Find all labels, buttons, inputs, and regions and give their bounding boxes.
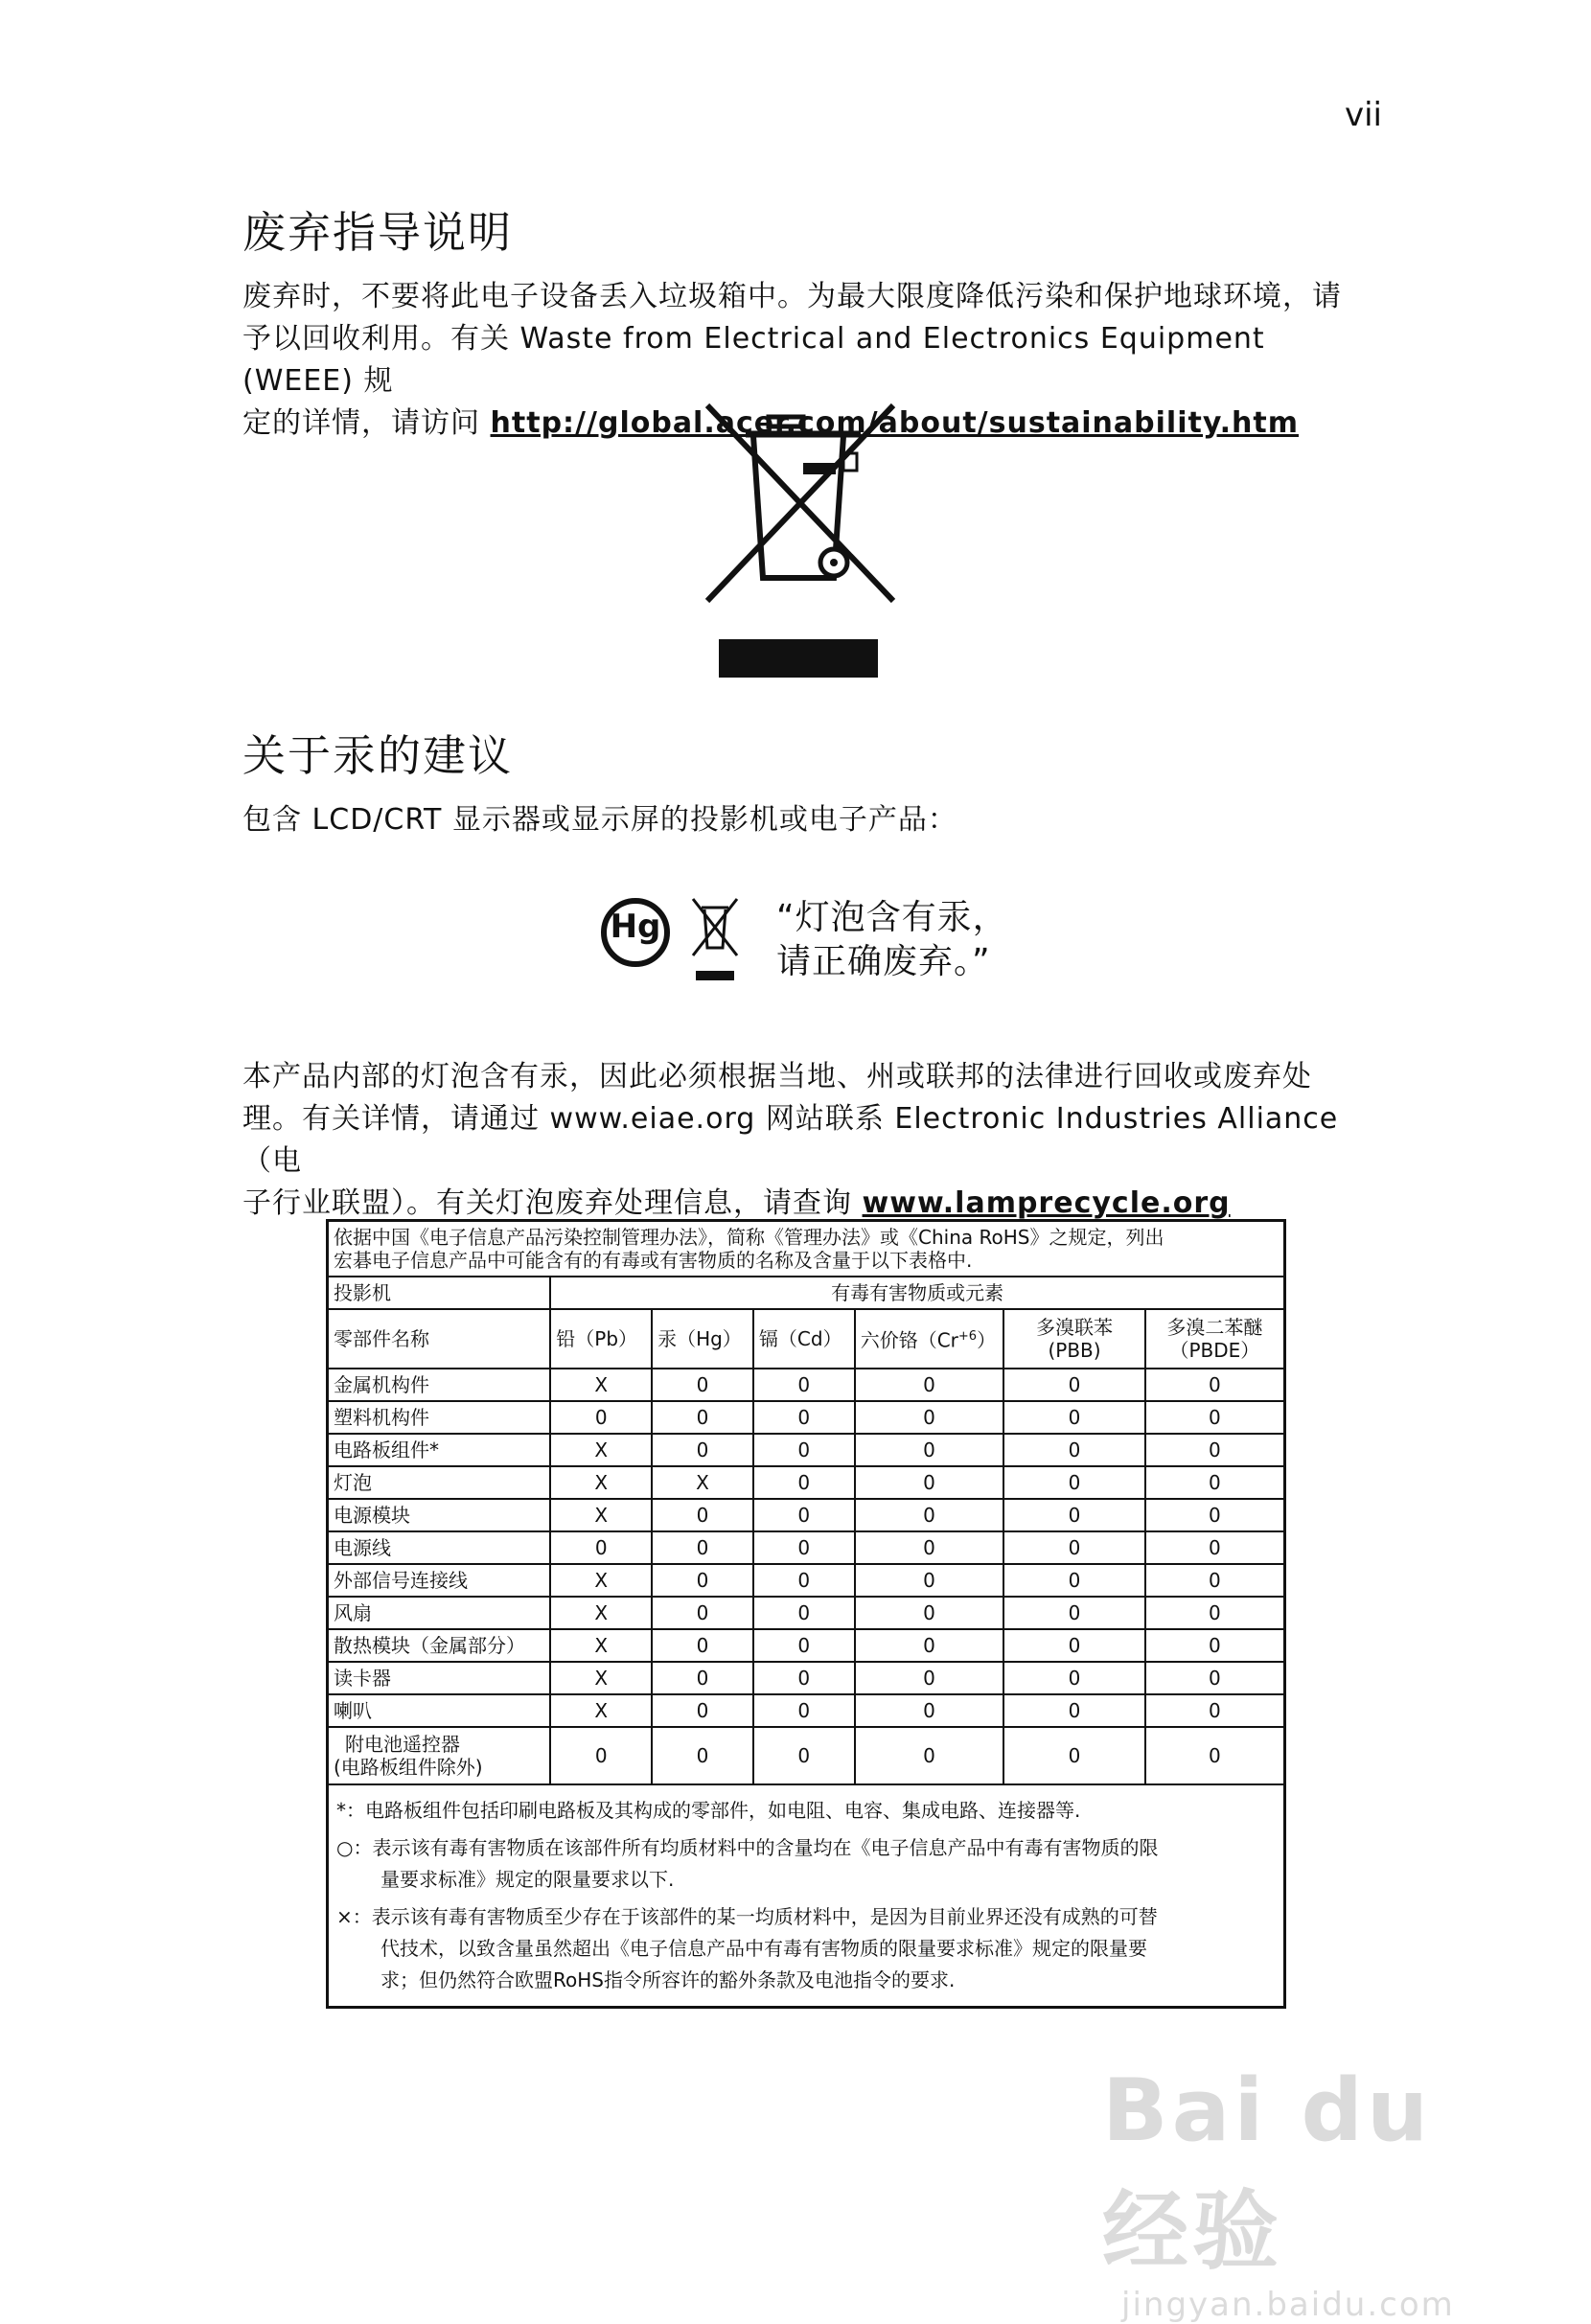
note-star: *：电路板组件包括印刷电路板及其构成的零部件，如电阻、电容、集成电路、连接器等.: [336, 1799, 1081, 1822]
table-cell: X: [550, 1694, 652, 1727]
table-row: [328, 1401, 1285, 1434]
table-cell: 0: [855, 1694, 1004, 1727]
table-cell: 0: [855, 1531, 1004, 1564]
table-row: [328, 1466, 1285, 1499]
table-cell: 0: [855, 1369, 1004, 1401]
table-cell: 0: [1145, 1597, 1285, 1629]
table-cell: 0: [1003, 1401, 1144, 1434]
mercury-line-2: 理。有关详情，请通过 www.eiae.org 网站联系 Electronic Industries Alliance （电: [242, 1102, 1339, 1178]
table-cell: 0: [753, 1434, 855, 1466]
table-cell: 0: [855, 1564, 1004, 1597]
table-row-label: 灯泡: [328, 1466, 551, 1499]
watermark-sub: jingyan.baidu.com: [1121, 2286, 1455, 2324]
table-body: [328, 1369, 1285, 1727]
table-cell: 0: [652, 1597, 753, 1629]
china-rohs-table: [326, 1219, 1286, 2009]
mercury-paragraph: [242, 1056, 1373, 1225]
table-row-label: 电源模块: [328, 1499, 551, 1531]
weee-bin-icon: [700, 398, 901, 685]
table-cell: 0: [1145, 1499, 1285, 1531]
table-header-note: [328, 1221, 1285, 1277]
table-cell: 0: [855, 1629, 1004, 1662]
table-cell: 0: [652, 1662, 753, 1694]
substances-label: 有毒有害物质或元素: [550, 1277, 1284, 1309]
table-row-label: 散热模块（金属部分）: [328, 1629, 551, 1662]
table-cell: X: [550, 1499, 652, 1531]
col-header-cr6-text: 六价铬（Cr: [860, 1328, 958, 1352]
note-x-line-2: 代技术，以致含量虽然超出《电子信息产品中有毒有害物质的限量要求标准》规定的限量要: [380, 1937, 1147, 1960]
table-cell: 0: [855, 1434, 1004, 1466]
table-row: [328, 1531, 1285, 1564]
table-cell: 0: [1003, 1662, 1144, 1694]
col-header-cr6: [855, 1309, 1004, 1369]
note-x-line-3: 求；但仍然符合欧盟RoHS指令所容许的豁外条款及电池指令的要求.: [380, 1968, 956, 1991]
table-cell: 0: [652, 1434, 753, 1466]
col-header-pbb: [1003, 1309, 1144, 1369]
table-notes: [328, 1784, 1285, 2008]
weee-section-title: 废弃指导说明: [242, 207, 514, 258]
table-cell: 0: [550, 1531, 652, 1564]
note-o: [336, 1832, 1276, 1896]
mercury-quote-line-1: “灯泡含有汞，: [776, 898, 1008, 937]
table-cell: 0: [550, 1401, 652, 1434]
table-row-label: 金属机构件: [328, 1369, 551, 1401]
table-cell: 0: [1145, 1694, 1285, 1727]
table-row-label: 电源线: [328, 1531, 551, 1564]
baidu-watermark: [1102, 2060, 1505, 2324]
table-cell: 0: [652, 1531, 753, 1564]
table-row-label: 喇叭: [328, 1694, 551, 1727]
col-header-cd: 镉（Cd）: [753, 1309, 855, 1369]
table-cell: 0: [855, 1597, 1004, 1629]
table-cell: 0: [753, 1564, 855, 1597]
table-cell: 0: [652, 1499, 753, 1531]
table-cell: 0: [855, 1401, 1004, 1434]
table-row: [328, 1629, 1285, 1662]
watermark-main: Bai du 经验: [1102, 2060, 1433, 2282]
table-row-label: 外部信号连接线: [328, 1564, 551, 1597]
note-o-line-1: ○：表示该有毒有害物质在该部件所有均质材料中的含量均在《电子信息产品中有毒有害物质的限: [336, 1836, 1159, 1859]
col-header-hg: 汞（Hg）: [652, 1309, 753, 1369]
mercury-intro: 包含 LCD/CRT 显示器或显示屏的投影机或电子产品：: [242, 803, 957, 837]
mercury-line-1: 本产品内部的灯泡含有汞，因此必须根据当地、州或联邦的法律进行回收或废弃处: [242, 1060, 1312, 1093]
hg-symbol: Hg: [610, 908, 661, 946]
table-cell: X: [550, 1466, 652, 1499]
table-cell: 0: [652, 1694, 753, 1727]
table-cell: X: [550, 1369, 652, 1401]
mercury-quote-line-2: 请正确废弃。”: [776, 942, 991, 981]
cr6-close: ）: [977, 1328, 997, 1352]
table-cell: 0: [1145, 1466, 1285, 1499]
small-weee-bin-icon: [690, 896, 740, 984]
table-header-note-line-2: 宏碁电子信息产品中可能含有的有毒或有害物质的名称及含量于以下表格中.: [334, 1249, 973, 1272]
table-cell: 0: [1003, 1434, 1144, 1466]
table-cell: 0: [753, 1369, 855, 1401]
table-cell: 0: [1003, 1531, 1144, 1564]
weee-line-1: 废弃时，不要将此电子设备丢入垃圾箱中。为最大限度降低污染和保护地球环境，请: [242, 280, 1342, 313]
table-cell: 0: [1145, 1662, 1285, 1694]
note-x: [336, 1901, 1276, 1996]
table-cell: 0: [1003, 1369, 1144, 1401]
table-cell: 0: [1145, 1369, 1285, 1401]
table-row: [328, 1499, 1285, 1531]
table-cell: 0: [1145, 1401, 1285, 1434]
table-cell: X: [652, 1466, 753, 1499]
page-number: vii: [1344, 96, 1382, 134]
table-cell: 0: [652, 1629, 753, 1662]
table-cell: 0: [1145, 1434, 1285, 1466]
table-cell: 0: [753, 1629, 855, 1662]
remote-name-line-2: (电路板组件除外): [334, 1756, 483, 1779]
col-header-pbde-name: 多溴二苯醚: [1166, 1316, 1263, 1339]
table-cell: 0: [1003, 1629, 1144, 1662]
table-cell: 0: [1003, 1466, 1144, 1499]
table-cell: 0: [1145, 1564, 1285, 1597]
table-cell: 0: [753, 1694, 855, 1727]
table-row-label: 电路板组件*: [328, 1434, 551, 1466]
table-row: [328, 1694, 1285, 1727]
table-cell: 0: [652, 1369, 753, 1401]
note-o-line-2: 量要求标准》规定的限量要求以下.: [380, 1868, 675, 1891]
table-cell: 0: [652, 1401, 753, 1434]
table-row-label: 塑料机构件: [328, 1401, 551, 1434]
table-cell: 0: [753, 1466, 855, 1499]
part-name-header: 零部件名称: [328, 1309, 551, 1369]
table-cell: 0: [753, 1499, 855, 1531]
table-cell: 0: [855, 1466, 1004, 1499]
table-cell: X: [550, 1434, 652, 1466]
table-row-label: [328, 1727, 551, 1784]
table-row: [328, 1564, 1285, 1597]
table-cell: X: [550, 1629, 652, 1662]
col-header-pb: 铅（Pb）: [550, 1309, 652, 1369]
table-cell: 0: [1003, 1727, 1144, 1784]
cr6-superscript: +6: [957, 1329, 978, 1345]
table-row: [328, 1369, 1285, 1401]
table-row: [328, 1662, 1285, 1694]
table-cell: 0: [1145, 1531, 1285, 1564]
table-header-note-line-1: 依据中国《电子信息产品污染控制管理办法》，简称《管理办法》或《China RoHS》之规定，列出: [334, 1226, 1164, 1249]
table-row: [328, 1434, 1285, 1466]
table-row-label: 读卡器: [328, 1662, 551, 1694]
table-cell: 0: [1003, 1499, 1144, 1531]
mercury-warning-quote: [776, 896, 1008, 984]
table-cell: 0: [652, 1564, 753, 1597]
table-cell: 0: [753, 1597, 855, 1629]
table-cell: 0: [652, 1727, 753, 1784]
table-cell: X: [550, 1662, 652, 1694]
table-cell: 0: [1003, 1564, 1144, 1597]
note-x-line-1: ×：表示该有毒有害物质至少存在于该部件的某一均质材料中，是因为目前业界还没有成熟的可替: [336, 1905, 1158, 1928]
col-header-pbb-abbr: (PBB): [1048, 1339, 1101, 1362]
col-header-pbde-abbr: （PBDE）: [1169, 1339, 1260, 1362]
table-cell: 0: [753, 1727, 855, 1784]
table-row: [328, 1597, 1285, 1629]
table-cell: X: [550, 1597, 652, 1629]
table-cell: 0: [855, 1662, 1004, 1694]
table-cell: 0: [753, 1662, 855, 1694]
col-header-pbde: [1145, 1309, 1285, 1369]
table-cell: 0: [1003, 1597, 1144, 1629]
mercury-section-title: 关于汞的建议: [242, 730, 514, 781]
table-cell: 0: [855, 1499, 1004, 1531]
table-cell: 0: [1145, 1629, 1285, 1662]
lamprecycle-link[interactable]: www.lamprecycle.org: [862, 1186, 1231, 1220]
product-label: 投影机: [328, 1277, 551, 1309]
weee-line-2: 予以回收利用。有关 Waste from Electrical and Electronics Equipment (WEEE) 规: [242, 322, 1265, 398]
weee-line-3-text: 定的详情，请访问: [242, 406, 491, 440]
table-cell: 0: [1003, 1694, 1144, 1727]
table-cell: 0: [753, 1531, 855, 1564]
acer-sustainability-link[interactable]: http://global.acer.com/about/sustainability.htm: [490, 406, 1299, 440]
mercury-label-graphic: [599, 896, 1040, 1001]
mercury-line-3-text: 子行业联盟）。有关灯泡废弃处理信息，请查询: [242, 1186, 863, 1220]
col-header-pbb-name: 多溴联苯: [1036, 1316, 1113, 1339]
table-cell: 0: [1145, 1727, 1285, 1784]
table-cell: 0: [855, 1727, 1004, 1784]
table-row-label: 风扇: [328, 1597, 551, 1629]
table-cell: 0: [753, 1401, 855, 1434]
table-cell: X: [550, 1564, 652, 1597]
remote-name-line-1: 附电池遥控器: [345, 1733, 460, 1756]
table-cell: 0: [550, 1727, 652, 1784]
